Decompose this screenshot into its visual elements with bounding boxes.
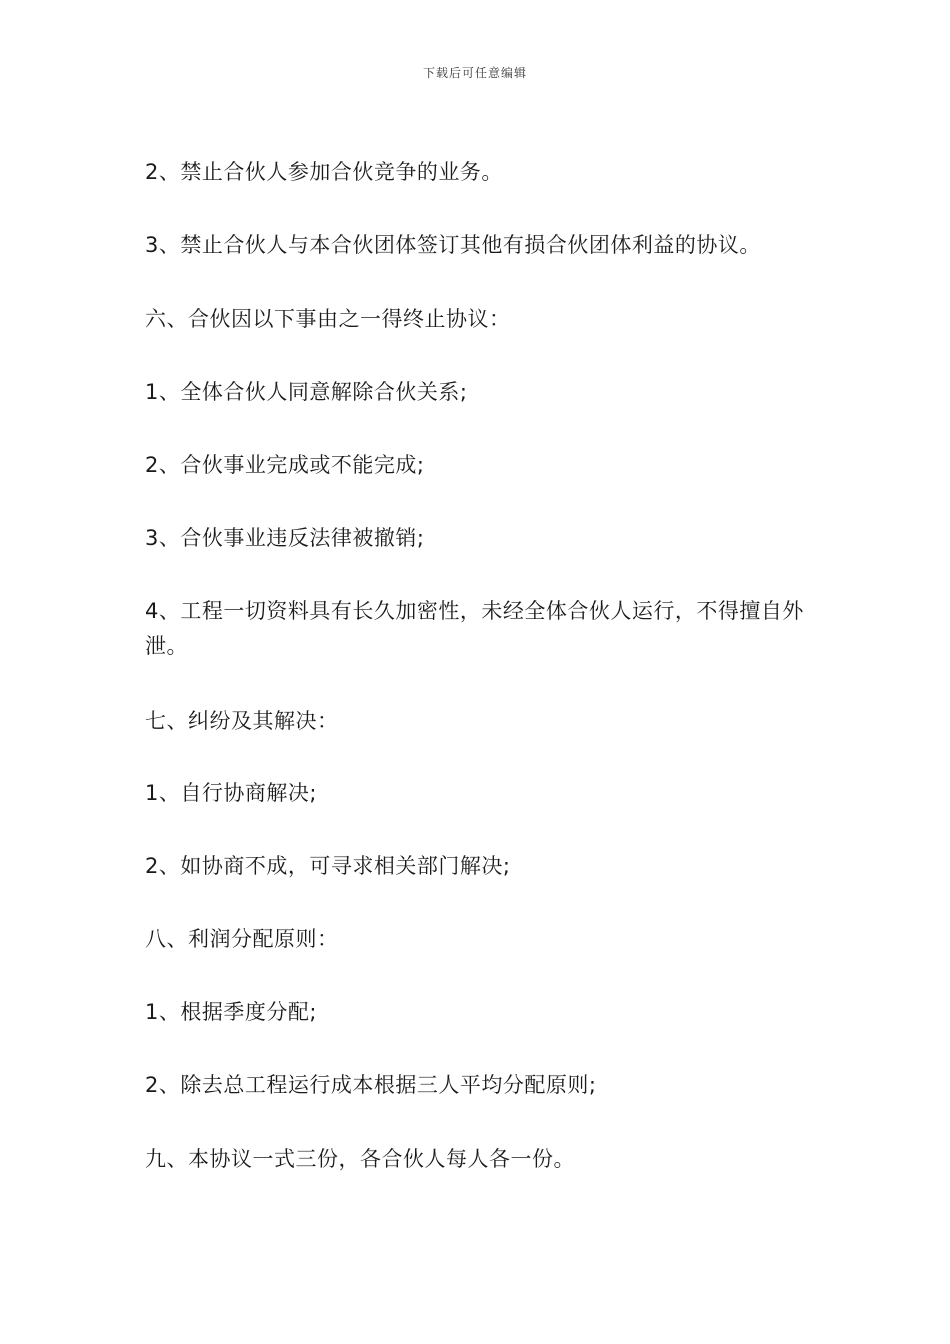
page-header: 下载后可任意编辑 [422, 66, 527, 80]
paragraph-clause-6-4: 4、工程一切资料具有长久加密性，未经全体合伙人运行，不得擅自外泄。 [145, 599, 804, 658]
section-heading-9: 九、本协议一式三份，各合伙人每人各一份。 [145, 1147, 575, 1171]
paragraph-clause-5-2: 2、禁止合伙人参加合伙竞争的业务。 [145, 160, 503, 184]
section-heading-7: 七、纠纷及其解决： [145, 709, 339, 733]
paragraph-clause-6-2: 2、合伙事业完成或不能完成; [145, 453, 425, 477]
paragraph-clause-7-1: 1、自行协商解决; [145, 781, 317, 805]
paragraph-clause-8-1: 1、根据季度分配; [145, 1000, 317, 1024]
paragraph-clause-8-2: 2、除去总工程运行成本根据三人平均分配原则; [145, 1073, 597, 1097]
section-heading-6: 六、合伙因以下事由之一得终止协议： [145, 307, 511, 331]
paragraph-clause-7-2: 2、如协商不成，可寻求相关部门解决; [145, 854, 511, 878]
paragraph-clause-5-3: 3、禁止合伙人与本合伙团体签订其他有损合伙团体利益的协议。 [145, 233, 761, 257]
paragraph-clause-6-3: 3、合伙事业违反法律被撤销; [145, 526, 425, 550]
section-heading-8: 八、利润分配原则： [145, 927, 339, 951]
paragraph-clause-6-1: 1、全体合伙人同意解除合伙关系; [145, 380, 468, 404]
